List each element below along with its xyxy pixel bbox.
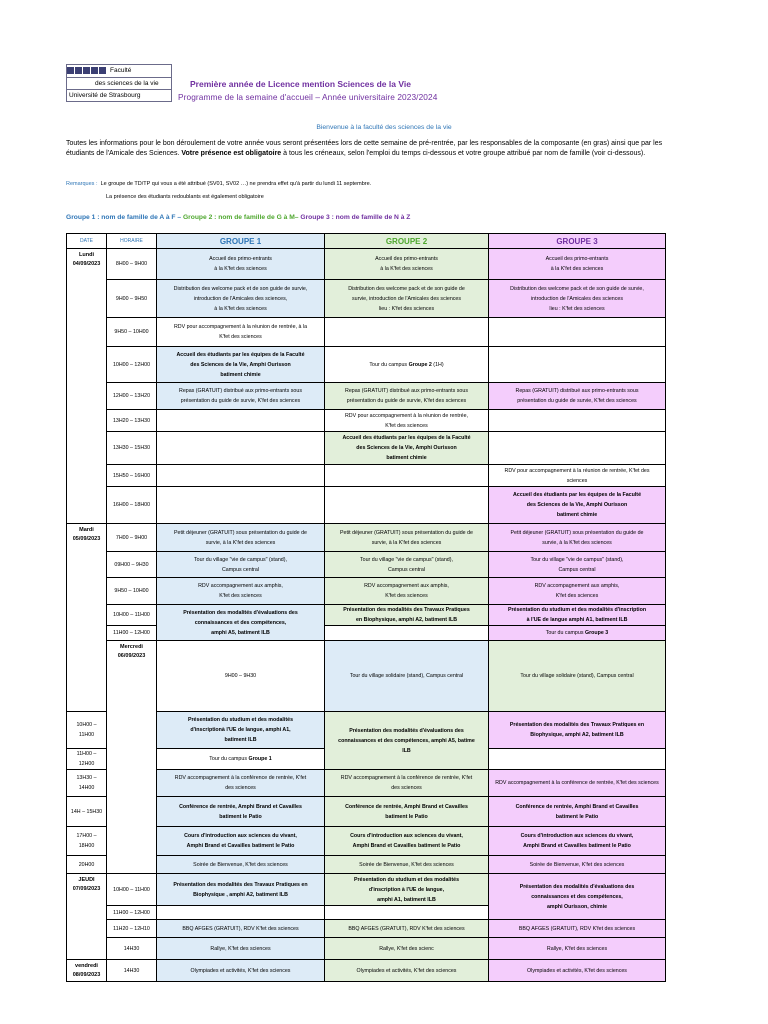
cell-rallye-g3: Rallye, K'fet des sciences (489, 938, 666, 960)
time-cell: 10H00 – 11H00 (107, 874, 157, 906)
cell-rdv-conf-g2: RDV accompagnement à la conférence de rentrée, K'fet des sciences (325, 770, 489, 797)
cell-empty (489, 347, 666, 383)
time-cell: 20H00 (67, 856, 107, 874)
cell-empty (325, 626, 489, 641)
table-row (67, 487, 666, 524)
cell-accueil-equipes-g2: Accueil des étudiants par les équipes de la Faculté des Sciences de la Vie, Amphi Ourisson batiment chimie (325, 432, 489, 465)
table-row (67, 432, 666, 465)
cell-tp-g2: Présentation des modalités des Travaux Pratiques en Biophysique, amphi A2, batiment ILB (325, 605, 489, 626)
cell-empty (325, 487, 489, 524)
table-row (67, 524, 666, 552)
logo-line3: Université de Strasbourg (69, 92, 141, 99)
header-group-1: GROUPE 1 (157, 234, 325, 249)
page-subtitle: Programme de la semaine d'accueil – Année universitaire 2023/2024 (178, 92, 438, 102)
time-cell: 13H30 – 15H30 (107, 432, 157, 465)
cell-empty (489, 318, 666, 347)
cell-accueil-equipes-g3: Accueil des étudiants par les équipes de la Faculté des Sciences de la Vie, Amphi Ourisson batiment chimie (489, 487, 666, 524)
time-cell: 11H00 – 12H00 (67, 749, 107, 770)
table-row (67, 347, 666, 383)
cell-modalites-g1: Présentation des modalités d'évaluations des connaissances et des compétences, amphi A5, batiment ILB (157, 605, 325, 641)
cell-petit-dej-g3: Petit déjeuner (GRATUIT) sous présentation du guide de survie, à la K'fet des sciences (489, 524, 666, 552)
cell-rdv-amphi-g2: RDV accompagnement aux amphis, K'fet des sciences (325, 578, 489, 605)
header-time: HORAIRE (107, 234, 157, 249)
cell-rallye-g1: Rallye, K'fet des sciences (157, 938, 325, 960)
time-cell: 12H00 – 13H20 (107, 383, 157, 410)
remark-1: Remarques : Le groupe de TD/TP qui vous a été attribué (SV01, SV02 …) ne prendra effet qu'à partir du lundi 11 septembre. (66, 181, 372, 187)
cell-rdv-reunion-g2: RDV pour accompagnement à la réunion de rentrée, K'fet des sciences (325, 410, 489, 432)
time-cell: 11H00 – 12H00 (107, 626, 157, 641)
cell-rdv-conf-g3: RDV accompagnement à la conférence de rentrée, K'fet des sciences (489, 770, 666, 797)
cell-soiree-g2: Soirée de Bienvenue, K'fet des sciences (325, 856, 489, 874)
logo-line2: des sciences de la vie (67, 78, 171, 90)
table-row (67, 578, 666, 605)
time-cell: 9H00 – 9H30 (157, 641, 325, 712)
time-cell: 7H00 – 9H00 (107, 524, 157, 552)
cell-studium-g2: Présentation du studium et des modalités d'inscription à l'UE de langue, amphi A1, batiment ILB (325, 874, 489, 906)
cell-olympiades-g3: Olympiades et activités, K'fet des sciences (489, 960, 666, 982)
header-date: DATE (67, 234, 107, 249)
cell-village-solidaire-g1: Tour du village solidaire (stand), Campus central (325, 641, 489, 712)
cell-village-g2: Tour du village "vie de campus" (stand), Campus central (325, 552, 489, 578)
time-cell: 10H00 – 12H00 (107, 347, 157, 383)
cell-empty (489, 432, 666, 465)
time-cell: 11H20 – 12H10 (107, 920, 157, 938)
cell-empty (325, 465, 489, 487)
table-row (67, 318, 666, 347)
table-row (67, 938, 666, 960)
cell-empty (489, 410, 666, 432)
cell-repas-g1: Repas (GRATUIT) distribué aux primo-entrants sous présentation du guide de survie, K'fet des sciences (157, 383, 325, 410)
cell-modalites-g3: Présentation des modalités d'évaluations des connaissances et des compétences, amphi Ourisson, chimie (489, 874, 666, 920)
cell-empty (157, 410, 325, 432)
time-cell: 14H – 15H30 (67, 797, 107, 827)
time-cell: 9H00 – 9H50 (107, 280, 157, 318)
day-thursday: JEUDI 07/09/2023 (67, 874, 107, 960)
cell-studium-g1: Présentation du studium et des modalités d'inscriptionà l'UE de langue, amphi A1, batiment ILB (157, 712, 325, 749)
cell-accueil-g1: Accueil des primo-entrants à la K'fet des sciences (157, 249, 325, 280)
remark-2: La présence des étudiants redoublants est également obligatoire (106, 194, 264, 200)
cell-bbq-g2: BBQ AFGES (GRATUIT), RDV K'fet des sciences (325, 920, 489, 938)
cell-cours-g2: Cours d'introduction aux sciences du vivant, Amphi Brand et Cavailles batiment le Patio (325, 827, 489, 856)
intro-paragraph: Toutes les informations pour le bon déroulement de votre année vous seront présentées lors de cette semaine de pré-rentrée, par les responsables de la composante (en gras) ainsi que par les étudiants de l'Amicale des Sciences. Votre présence est obligatoire à tous les créneaux, selon l'emploi du temps ci-dessous et votre groupe attribué par nom de famille (voir ci-dessous). (66, 140, 663, 157)
cell-tour-campus-g2: Tour du campus Groupe 2 (1H) (325, 347, 489, 383)
table-row (67, 280, 666, 318)
cell-conference-g3: Conférence de rentrée, Amphi Brand et Cavailles batiment le Patio (489, 797, 666, 827)
table-row (67, 920, 666, 938)
cell-accueil-equipes-g1: Accueil des étudiants par les équipes de la Faculté des Sciences de la Vie, Amphi Ourisson batiment chimie (157, 347, 325, 383)
cell-tp-g1: Présentation des modalités des Travaux Pratiques en Biophysique , amphi A2, batiment ILB (157, 874, 325, 906)
cell-soiree-g3: Soirée de Bienvenue, K'fet des sciences (489, 856, 666, 874)
table-row (67, 856, 666, 874)
cell-empty (157, 432, 325, 465)
cell-village-g3: Tour du village "vie de campus" (stand), Campus central (489, 552, 666, 578)
table-row (67, 874, 666, 906)
cell-empty (489, 749, 666, 770)
table-row (67, 249, 666, 280)
cell-repas-g2: Repas (GRATUIT) distribué aux primo-entrants sous présentation du guide de survie, K'fet des sciences (325, 383, 489, 410)
welcome-text: Bienvenue à la faculté des sciences de la vie (316, 124, 452, 131)
cell-cours-g1: Cours d'introduction aux sciences du vivant, Amphi Brand et Cavailles batiment le Patio (157, 827, 325, 856)
table-row (67, 960, 666, 982)
time-cell: 10H00 – 11H00 (107, 605, 157, 626)
day-tuesday: Mardi 05/09/2023 (67, 524, 107, 712)
cell-petit-dej-g2: Petit déjeuner (GRATUIT) sous présentation du guide de survie, à la K'fet des sciences (325, 524, 489, 552)
table-row (67, 641, 666, 712)
time-cell: 09H00 – 9H30 (107, 552, 157, 578)
cell-village-g1: Tour du village "vie de campus" (stand), Campus central (157, 552, 325, 578)
cell-accueil-g3: Accueil des primo-entrants à la K'fet des sciences (489, 249, 666, 280)
cell-tour-campus-g3: Tour du campus Groupe 3 (489, 626, 666, 641)
table-header-row (67, 234, 666, 249)
cell-empty (325, 318, 489, 347)
table-row (67, 797, 666, 827)
day-friday: vendredi 08/09/2023 (67, 960, 107, 982)
cell-tp-g3: Présentation des modalités des Travaux Pratiques en Biophysique, amphi A2, batiment ILB (489, 712, 666, 749)
cell-empty (157, 906, 325, 920)
header-group-2: GROUPE 2 (325, 234, 489, 249)
cell-welcome-g2: Distribution des welcome pack et de son guide de survie, introduction de l'Amicales des sciences lieu : K'fet des sciences (325, 280, 489, 318)
cell-empty (325, 906, 489, 920)
table-row (67, 712, 666, 749)
cell-welcome-g1: Distribution des welcome pack et de son guide de survie, introduction de l'Amicales des sciences, à la K'fet des sciences (157, 280, 325, 318)
time-cell: 9H50 – 10H00 (107, 578, 157, 605)
cell-conference-g2: Conférence de rentrée, Amphi Brand et Cavailles batiment le Patio (325, 797, 489, 827)
time-cell: 9H50 – 10H00 (107, 318, 157, 347)
time-cell: 13H30 – 14H00 (67, 770, 107, 797)
day-wednesday: Mercredi 06/09/2023 (107, 641, 157, 874)
table-row (67, 827, 666, 856)
time-cell: 14H30 (107, 960, 157, 982)
cell-cours-g3: Cours d'introduction aux sciences du vivant, Amphi Brand et Cavailles batiment le Patio (489, 827, 666, 856)
time-cell: 8H00 – 9H00 (107, 249, 157, 280)
header-group-3: GROUPE 3 (489, 234, 666, 249)
time-cell: 16H00 – 18H00 (107, 487, 157, 524)
cell-soiree-g1: Soirée de Bienvenue, K'fet des sciences (157, 856, 325, 874)
cell-accueil-g2: Accueil des primo-entrants à la K'fet des sciences (325, 249, 489, 280)
table-row (67, 410, 666, 432)
cell-bbq-g1: BBQ AFGES (GRATUIT), RDV K'fet des sciences (157, 920, 325, 938)
logo-line1: Faculté (110, 67, 132, 74)
cell-tour-campus-g1: Tour du campus Groupe 1 (157, 749, 325, 770)
cell-empty (157, 487, 325, 524)
time-cell: 17H00 – 18H00 (67, 827, 107, 856)
schedule-table (66, 233, 666, 982)
cell-rdv-conf-g1: RDV accompagnement à la conférence de rentrée, K'fet des sciences (157, 770, 325, 797)
cell-rallye-g2: Rallye, K'fet des scienc (325, 938, 489, 960)
time-cell: 13H20 – 13H30 (107, 410, 157, 432)
cell-bbq-g3: BBQ AFGES (GRATUIT), RDV K'fet des sciences (489, 920, 666, 938)
cell-petit-dej-g1: Petit déjeuner (GRATUIT) sous présentation du guide de survie, à la K'fet des sciences (157, 524, 325, 552)
table-row (67, 605, 666, 626)
table-row (67, 465, 666, 487)
cell-welcome-g3: Distribution des welcome pack et de son guide de survie, introduction de l'Amicales des sciences lieu : K'fet des sciences (489, 280, 666, 318)
page-title: Première année de Licence mention Sciences de la Vie (190, 79, 411, 89)
time-cell: 11H00 – 12H00 (107, 906, 157, 920)
university-logo (66, 64, 172, 102)
cell-rdv-reunion-g1: RDV pour accompagnement à la réunion de rentrée, à la K'fet des sciences (157, 318, 325, 347)
cell-olympiades-g1: Olympiades et activités, K'fet des sciences (157, 960, 325, 982)
cell-empty (157, 465, 325, 487)
group-legend: Groupe 1 : nom de famille de A à F – Groupe 2 : nom de famille de G à M– Groupe 3 : nom de famille de N à Z (66, 214, 411, 221)
cell-village-solidaire-g2: Tour du village solidaire (stand), Campus central (489, 641, 666, 712)
cell-rdv-reunion-g3: RDV pour accompagnement à la réunion de rentrée, K'fet des sciences (489, 465, 666, 487)
time-cell: 10H00 – 11H00 (67, 712, 107, 749)
table-row (67, 383, 666, 410)
cell-rdv-amphi-g1: RDV accompagnement aux amphis, K'fet des sciences (157, 578, 325, 605)
table-row (67, 626, 666, 641)
cell-rdv-amphi-g3: RDV accompagnement aux amphis, K'fet des sciences (489, 578, 666, 605)
cell-olympiades-g2: Olympiades et activités, K'fet des sciences (325, 960, 489, 982)
time-cell: 15H50 – 16H00 (107, 465, 157, 487)
day-monday: Lundi 04/09/2023 (67, 249, 107, 524)
time-cell: 14H30 (107, 938, 157, 960)
cell-modalites-g2: Présentation des modalités d'évaluations des connaissances et des compétences, amphi A5, batime ILB (325, 712, 489, 770)
cell-studium-g3: Présentation du studium et des modalités d'inscription à l'UE de langue amphi A1, batiment ILB (489, 605, 666, 626)
cell-repas-g3: Repas (GRATUIT) distribué aux primo-entrants sous présentation du guide de survie, K'fet des sciences (489, 383, 666, 410)
cell-conference-g1: Conférence de rentrée, Amphi Brand et Cavailles batiment le Patio (157, 797, 325, 827)
table-row (67, 770, 666, 797)
table-row (67, 552, 666, 578)
